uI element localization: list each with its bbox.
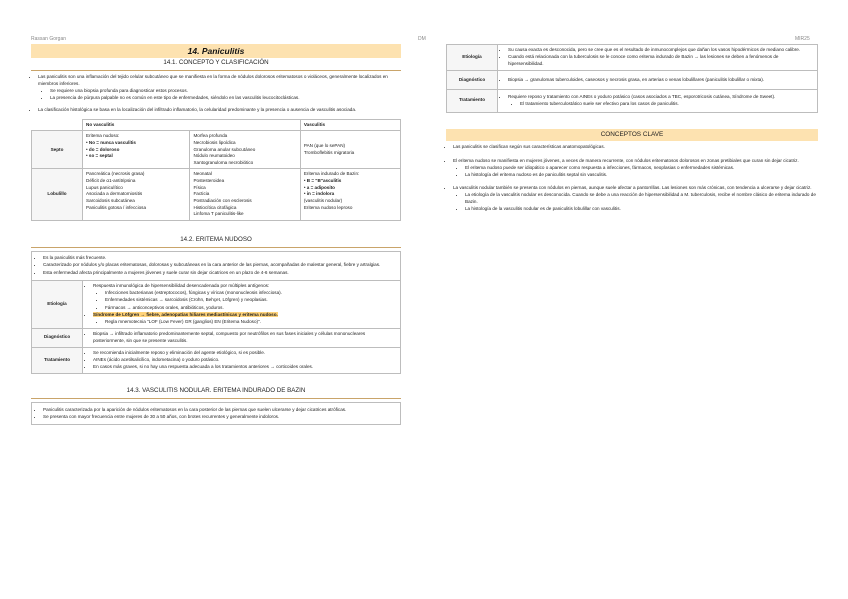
header-right: MIR25	[795, 36, 810, 42]
list-item: • Es la paniculitis más frecuente.	[43, 255, 396, 262]
table-row	[32, 280, 401, 328]
cell-line: Asociada a dermatomiositis	[86, 191, 143, 197]
cell-line: Morfea profunda	[193, 133, 228, 139]
list-item: • El eritema nudoso se manifiesta en mujeres jóvenes, a veces de manera recurrente, con nódulos eritematosos dolorosos en zonas pretibiales que curan sin dejar cicatriz.	[453, 158, 818, 165]
cell-line: PAN (que lo sePAN)	[303, 143, 346, 149]
eritema-nudoso-intro	[31, 251, 401, 281]
table-row	[447, 45, 818, 71]
table-cell	[190, 131, 300, 169]
sublist	[38, 88, 401, 102]
table-row	[32, 328, 401, 347]
list-item: • El eritema nudoso puede ser idiopático o aparecer como respuesta a infecciones, fármacos, neoplasias o enfermedades sistémicas.	[465, 165, 818, 172]
section-14-1-title: 14.1. CONCEPTO Y CLASIFICACIÓN	[31, 58, 401, 71]
header-center: DM	[418, 36, 426, 42]
cell-line: Sarcoidosis subcutánea	[86, 198, 135, 204]
cell-line: Histiocítica citofágica	[193, 204, 237, 210]
list-item: • Las paniculitis se clasifican según sus características anatomopatológicas.	[453, 144, 818, 151]
list-item: • En casos más graves, si no hay una respuesta adecuada a los tratamientos anteriores → corticoides orales.	[93, 364, 397, 371]
list-item: • AINEs (ácido acetilsalicílico, indometacina) o yoduro potásico.	[93, 357, 397, 364]
section-14-2-title: 14.2. ERITEMA NUDOSO	[31, 235, 401, 248]
cell-line: Postradiación con esclerosis	[193, 198, 252, 204]
list-item: • Su causa exacta es desconocida, pero se cree que es el resultado de inmunocomplejos que dañan los vasos hipodérmicos de mediano calibre.	[508, 47, 814, 54]
cell-line: Facticia	[193, 191, 210, 197]
table-cell	[300, 131, 400, 169]
key-concepts-list	[446, 144, 818, 151]
cell-line: Xantogranuloma necrobiótico	[193, 159, 254, 165]
table-cell	[498, 45, 818, 71]
list-item: • Esta enfermedad afecta principalmente a mujeres jóvenes y suele curar sin dejar cicatrices en un plazo de 4-6 semanas.	[43, 270, 396, 277]
row-label: Diagnóstico	[32, 328, 83, 347]
list-item: • Paniculitis caracterizada por la aparición de nódulos eritematosos en la cara posterior de las piernas que suelen ulcerarse y dejar cicatrices atróficas.	[43, 407, 396, 414]
row-label: Etiología	[32, 280, 83, 328]
row-label: Diagnóstico	[447, 71, 498, 89]
table-row	[32, 131, 401, 169]
list-item: • El tratamiento tuberculostático suele ser efectivo para los casos de paniculitis.	[520, 101, 814, 108]
vasculitis-nodular-intro	[31, 402, 401, 424]
table-cell	[83, 347, 401, 374]
table-cell	[498, 71, 818, 89]
left-page	[31, 44, 401, 425]
cell-line: • a = adiposito	[303, 184, 335, 190]
list-item: • Biopsia → granulomas tuberculoides, caseosos y necrosis grasa, en arterias o venas lobulillares (paniculitis lobulillar o mixta).	[508, 77, 814, 84]
cell-line: • in = indolora	[303, 191, 335, 197]
list-item: • Fármacos → anticonceptivos orales, antibióticos, yoduros.	[105, 305, 397, 312]
cell-line: • B = "B"asculitis	[303, 178, 342, 184]
list-item: • La clasificación histológica se basa en la localización del infiltrado inflamatorio, la celularidad predominante y la presencia o ausencia de vasculitis asociada.	[38, 107, 401, 114]
list-item: • Se requiere una biopsia profunda para diagnosticar estos procesos.	[50, 88, 401, 95]
table-header: No vasculitis	[83, 119, 301, 131]
cell-line: • so = septal	[86, 153, 113, 159]
table-cell	[83, 131, 190, 169]
table-row	[32, 347, 401, 374]
list-item: • Se presenta con mayor frecuencia entre mujeres de 30 a 50 años, con brotes recurrentes y generalmente indoloros.	[43, 414, 396, 421]
list-item	[93, 312, 397, 319]
table-cell	[190, 169, 300, 221]
row-label: Etiología	[447, 45, 498, 71]
table-cell	[83, 328, 401, 347]
row-label: Lobulillo	[32, 169, 83, 221]
cell-line: Paniculitis gotosa / infecciosa	[86, 204, 147, 210]
list-item: • Las paniculitis son una inflamación del tejido celular subcutáneo que se manifiesta en la forma de nódulos dolorosos eritematosos o violáceos, generalmente localizados en miembros inferiores.	[38, 74, 401, 87]
list-item: • La histología del eritema nudoso es de paniculitis septal sin vasculitis.	[465, 172, 818, 179]
cell-line: Linfoma T paniculitis-like	[193, 211, 244, 217]
list-item: • Enfermedades sistémicas → sarcoidosis (Crohn, Behçet, Löfgren) y neoplasias.	[105, 297, 397, 304]
row-label: Septo	[32, 131, 83, 169]
cell-line: Eritema nudoso leproso	[303, 204, 353, 210]
cell-line: Eritema indurado de Bazin:	[303, 171, 360, 177]
table-header: Vasculitis	[300, 119, 400, 131]
list-item: • Requiere reposo y tratamiento con AINEs o yoduro potásico (casos asociados a TBC, esporotricosis cutánea, Síndrome de Sweet).	[508, 94, 814, 101]
classification-note	[31, 107, 401, 114]
list-item: • Se recomienda inicialmente reposo y eliminación del agente etiológico, si es posible.	[93, 350, 397, 357]
list-item: • La presencia de púrpura palpable no es común en este tipo de enfermedades, siéndolo en las vasculitis leucocitoclásticas.	[50, 95, 401, 102]
cell-line: Pancreática (necrosis grasa)	[86, 171, 145, 177]
list-item: • La vasculitis nodular también se presenta con nódulos en piernas, aunque suele afectar a pantorrillas. Las lesiones son más crónicas, con tendencia a ulcerarse y dejar cicatriz.	[453, 185, 818, 192]
list-item: • Biopsia → infiltrado inflamatorio predominantemente septal, compuesto por neutrófilos en sus fases iniciales y células mononucleares posteriormente, sin que se presente vasculitis.	[93, 331, 397, 344]
row-label: Tratamiento	[32, 347, 83, 374]
cell-line: Nódulo reumatoideo	[193, 153, 235, 159]
key-concepts-list	[446, 185, 818, 212]
table-cell	[498, 89, 818, 112]
list-item: • Respuesta inmunológica de hipersensibilidad desencadenada por múltiples antígenos:	[93, 283, 397, 290]
list-item: • Regla mnemotecnia "LOF (Low Fever) GR (ganglios) EN (Eritema Nudoso)".	[105, 319, 397, 326]
author-name: Rassan Gorgan	[31, 36, 67, 42]
key-concepts-title: CONCEPTOS CLAVE	[446, 129, 818, 141]
cell-line: Necrobiosis lipoídica	[193, 139, 236, 145]
list-item: • La etiología de la vasculitis nodular es desconocida. Cuando se debe a una reacción de hipersensibilidad a M. tuberculosis, recibe el nombre clásico de eritema indurado de Bazin.	[465, 192, 818, 205]
list-item: • La histología de la vasculitis nodular es de paniculitis lobulillar con vasculitis.	[465, 206, 818, 213]
key-concepts-list	[446, 158, 818, 179]
section-14-1-list	[31, 74, 401, 101]
table-cell	[83, 280, 401, 328]
table-cell	[83, 169, 190, 221]
eritema-nudoso-table	[31, 280, 401, 374]
cell-line: Lupus paniculítico	[86, 184, 123, 190]
row-label: Tratamiento	[447, 89, 498, 112]
table-row	[447, 89, 818, 112]
cell-line: Física	[193, 184, 206, 190]
vasculitis-nodular-table	[446, 44, 818, 113]
cell-line: Postesteroidea	[193, 178, 225, 184]
list-item: • Infecciones bacterianas (estreptococos), fúngicas y víricas (mononucleosis infecciosa).	[105, 290, 397, 297]
cell-line: Tromboflebitis migratoria	[303, 149, 355, 155]
cell-line: Déficit de α1-antitripsina	[86, 178, 136, 184]
cell-line: Neonatal	[193, 171, 212, 177]
chapter-title: 14. Paniculitis	[31, 44, 401, 58]
cell-line: • No = nunca vasculitis	[86, 139, 136, 145]
classification-table	[31, 119, 401, 222]
section-14-3-title: 14.3. VASCULITIS NODULAR. ERITEMA INDURADO DE BAZIN	[31, 386, 401, 399]
table-row	[447, 71, 818, 89]
cell-line: • do = doloroso	[86, 146, 120, 152]
table-row	[32, 169, 401, 221]
list-item: • Cuando está relacionada con la tuberculosis se le conoce como eritema indurado de Bazin → las lesiones se deben a fenómenos de hipersensibilidad.	[508, 54, 814, 67]
lofgren-text: Síndrome de Löfgren → fiebre, adenopatías hiliares mediastínicas y eritema nudoso.	[93, 311, 278, 317]
table-cell	[300, 169, 400, 221]
cell-line: Granuloma anular subcutáneo	[193, 146, 256, 152]
cell-line: Eritema nudoso:	[86, 133, 120, 139]
cell-line: (vasculitis nodular)	[303, 198, 343, 204]
right-page	[446, 44, 818, 213]
list-item: • Caracterizado por nódulos y/o placas eritematosas, dolorosas y subcutáneas en la cara anterior de las piernas, acompañadas de malestar general, fiebre y artralgias.	[43, 262, 396, 269]
